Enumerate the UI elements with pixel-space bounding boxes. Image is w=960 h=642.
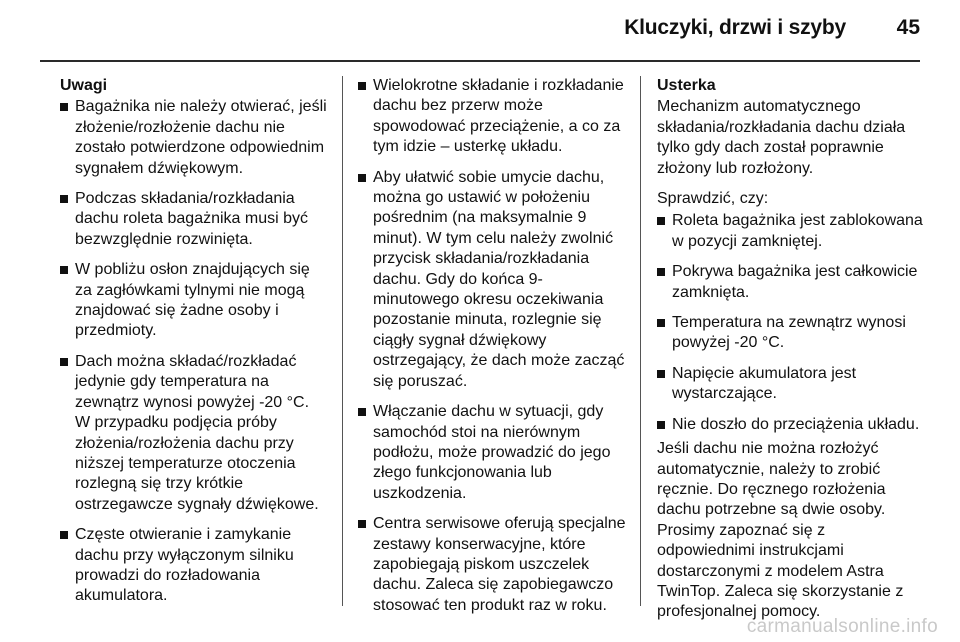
notes-list-continued [358,76,628,616]
list-item [358,514,628,616]
bullet-square-icon [657,268,665,276]
list-item [657,211,927,252]
check-label: Sprawdzić, czy: [657,190,769,208]
bullet-square-icon [60,358,68,366]
list-item [358,76,628,158]
bullet-square-icon [657,319,665,327]
bullet-square-icon [657,370,665,378]
watermark: carmanualsonline.info [746,616,938,637]
list-item-text: Częste otwieranie i zamykanie dachu przy wyłączonym silniku prowadzi do rozładowania akumulatora. [75,526,294,605]
list-item [657,262,927,303]
bullet-square-icon [60,266,68,274]
page-number: 45 [896,16,920,39]
check-list [657,211,927,435]
column-divider-1 [342,76,343,606]
fault-outro: Jeśli dachu nie można rozłożyć automatycznie, należy to zrobić ręcznie. Do ręcznego rozłożenia dachu potrzebne są dwie osoby. Prosimy zapoznać się z odpowiednimi instrukcjami dostarczonymi z modelem Astra TwinTop. Zaleca się skorzystanie z profesjonalnej pomocy. [657,440,904,621]
list-item-text: Pokrywa bagażnika jest całkowicie zamknięta. [672,263,918,301]
list-item [60,189,328,250]
fault-heading: Usterka [657,77,716,94]
list-item [657,415,927,435]
list-item-text: Bagażnika nie należy otwierać, jeśli złożenie/rozłożenie dachu nie zostało potwierdzone odpowiednim sygnałem dźwiękowym. [75,98,327,177]
list-item [60,260,328,342]
notes-list [60,97,328,606]
list-item [60,525,328,607]
bullet-square-icon [358,82,366,90]
bullet-square-icon [358,408,366,416]
list-item-text: W pobliżu osłon znajdujących się za zagłówkami tylnymi nie mogą znajdować się żadne osoby i przedmioty. [75,261,310,340]
list-item [657,364,927,405]
column-notes-continued [358,76,628,626]
column-notes [60,76,328,617]
list-item-text: Centra serwisowe oferują specjalne zestawy konserwacyjne, które zapobiegają piskom uszczelek dachu. Zaleca się zapobiegawczo stosować ten produkt raz w roku. [373,515,626,614]
list-item-text: Włączanie dachu w sytuacji, gdy samochód stoi na nierównym podłożu, może prowadzić do jego złego funkcjonowania lub uszkodzenia. [373,403,611,502]
list-item-text: Temperatura na zewnątrz wynosi powyżej -20 °C. [672,314,906,352]
fault-intro: Mechanizm automatycznego składania/rozkładania dachu działa tylko gdy dach został poprawnie złożony lub rozłożony. [657,98,906,177]
list-item-text: Aby ułatwić sobie umycie dachu, można go ustawić w położeniu pośrednim (na maksymalnie 9 minut). W tym celu należy zwolnić przycisk składania/rozkładania dachu. Gdy do końca 9-minutowego okresu oczekiwania pozostanie minuta, rozlegnie się ciągły sygnał dźwiękowy ostrzegający, że dach może zacząć się poruszać. [373,168,625,390]
list-item-text: Dach można składać/rozkładać jedynie gdy temperatura na zewnątrz wynosi powyżej -20 °C. W przypadku podjęcia próby złożenia/rozłożenia dachu przy niższej temperaturze otoczenia rozlegną się trzy krótkie ostrzegawcze sygnały dźwiękowe. [75,352,319,513]
bullet-square-icon [60,195,68,203]
list-item [60,97,328,179]
list-item-text: Napięcie akumulatora jest wystarczające. [672,364,857,403]
list-item-text: Wielokrotne składanie i rozkładanie dachu bez przerw może spowodować przeciążenie, a co za tym idzie – usterkę układu. [373,77,624,156]
list-item-text: Podczas składania/rozkładania dachu roleta bagażnika musi być bezwzględnie rozwinięta. [75,190,309,248]
bullet-square-icon [60,103,68,111]
section-title: Kluczyki, drzwi i szyby [624,16,846,39]
list-item [358,402,628,504]
bullet-square-icon [358,174,366,182]
list-item [657,313,927,354]
list-item-text: Nie doszło do przeciążenia układu. [672,415,920,433]
page-header [0,0,960,62]
column-divider-2 [640,76,641,606]
list-item [358,168,628,392]
bullet-square-icon [358,520,366,528]
bullet-square-icon [60,531,68,539]
column-fault [657,76,927,633]
bullet-square-icon [657,421,665,429]
header-divider [40,60,920,62]
list-item-text: Roleta bagażnika jest zablokowana w pozycji zamkniętej. [672,212,923,250]
bullet-square-icon [657,217,665,225]
notes-heading: Uwagi [60,77,108,94]
list-item [60,352,328,515]
